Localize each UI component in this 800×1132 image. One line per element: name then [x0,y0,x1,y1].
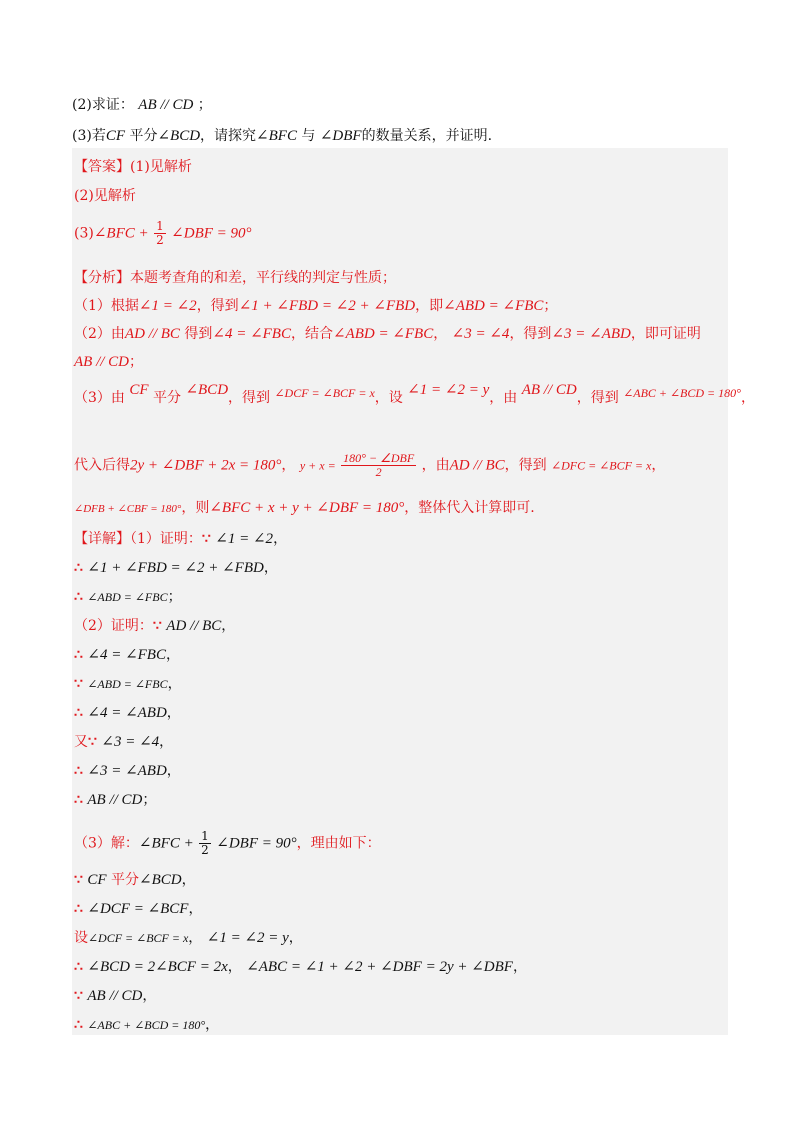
math: ∠ABD = ∠FBC [87,590,168,604]
answer-3 [74,220,252,247]
therefore-symbol: ∴ [74,560,83,576]
analysis-line-2b [74,352,143,372]
math: AD // BC [449,457,505,474]
text: 与 [301,128,316,144]
text: 的数量关系，并证明. [361,128,493,144]
detail-line-5 [74,645,180,665]
detail-line-4 [74,616,235,636]
math: ∠1 = ∠2 = y [407,382,490,398]
detail-line-17 [74,1015,219,1035]
math: CF [87,872,107,888]
detail-line-6 [74,674,182,694]
math: ∠DCF = ∠BCF = x [274,386,375,400]
math: ∠BFC + x + y + ∠DBF = 180° [209,500,405,516]
math: AB // CD [521,382,577,398]
math: ∠4 = ∠FBC [212,326,291,342]
text: ，得到 [509,326,552,342]
math: ∠DFB + ∠CBF = 180° [74,503,182,515]
math: ∠DCF = ∠BCF = x [88,931,189,945]
text: 代入后得 [74,457,130,474]
detail-line-1 [74,529,287,549]
fraction-denominator: 2 [375,465,382,479]
math: ∠ABC + ∠BCD = 180° [87,1018,206,1032]
punct: ， [142,988,157,1004]
punct: ， [181,872,196,888]
detail-line-9 [74,761,181,781]
math-bcd: ∠BCD [157,128,201,144]
text: ，即 [415,298,444,314]
math: ∠1 + ∠FBD = ∠2 + ∠FBD [238,298,416,314]
text: ，得到 [576,390,619,406]
math: ∠1 = ∠2 [215,531,274,547]
therefore-symbol: ∴ [74,901,83,917]
answer-2: (2)见解析 [74,188,136,204]
math: ∠3 = ∠ABD [551,326,631,342]
analysis-line-5 [74,498,535,519]
because-symbol: ∵ [152,618,162,634]
math: ∠4 = ∠FBC [87,647,166,663]
detail-line-16 [74,986,156,1006]
analysis-line-4 [74,452,665,479]
math-dbf: ∠DBF [319,128,362,144]
text: （1）根据 [74,298,139,314]
math: AB // CD [74,354,129,370]
text: ， [651,457,666,474]
text: （2）由 [74,326,125,342]
detail-head: 【详解】（1）证明： [74,531,202,547]
math: ∠3 = ∠4 [101,734,160,750]
math: ∠3 = ∠ABD [87,763,167,779]
analysis-line-2 [74,324,701,344]
math: ∠ABC + ∠BCD = 180° [623,386,741,400]
math: ∠ABD = ∠FBC [443,298,544,314]
math-bfc: ∠BFC [256,128,297,144]
question-2-math: AB // CD [138,97,194,113]
therefore-symbol: ∴ [74,959,83,975]
math: AB // CD [87,792,143,808]
math: ∠1 + ∠FBD = ∠2 + ∠FBD [87,560,264,576]
answer-3-label: (3) [74,225,94,242]
therefore-symbol: ∴ [74,705,83,721]
math: ∠4 = ∠ABD [87,705,167,721]
math: ∠DCF = ∠BCF [87,901,189,917]
math: ∠DBF = 90° [216,835,297,852]
question-3 [72,126,492,146]
detail-line-3 [74,587,182,607]
math: ∠ABD = ∠FBC [87,677,168,691]
detail-line-13 [74,899,202,919]
fraction-numerator: 1 [156,219,164,233]
detail-line-2 [74,558,278,578]
punct: ； [197,97,212,113]
math: ∠1 = ∠2 = y [206,930,289,946]
text: ； [543,298,558,314]
punct: ， [512,959,527,975]
punct: ， [205,1017,220,1033]
detail-line-8 [74,732,173,752]
text: 平分 [153,390,181,406]
math: AD // BC [166,618,222,634]
detail-line-11 [74,830,381,857]
fraction-denominator: 2 [201,843,209,857]
because-symbol: ∵ [88,734,97,750]
punct: ， [288,930,303,946]
text: ，设 [374,390,403,406]
text: ； [129,354,143,370]
detail-line-12 [74,870,196,890]
punct: ， [263,560,278,576]
punct: ； [167,589,182,605]
math: ∠1 = ∠2 [138,298,197,314]
math: ∠DBF = 90° [171,225,252,242]
text: （3）由 [74,390,125,406]
text: ，结合 [290,326,333,342]
therefore-symbol: ∴ [74,647,83,663]
math: AD // BC [124,326,180,342]
text: 平分 [111,872,139,888]
math: 2y + ∠DBF + 2x = 180° [130,457,282,474]
analysis-line-1 [74,296,557,316]
question-2 [72,95,212,115]
detail-part-3-head: （3）解： [74,835,139,852]
therefore-symbol: ∴ [74,792,83,808]
math: ∠BCD [139,872,182,888]
text: ，则 [181,500,210,516]
fraction-numerator: 180° − ∠DBF [343,451,415,465]
question-3-label: (3)若 [72,128,106,144]
therefore-symbol: ∴ [74,763,83,779]
analysis-line-3 [74,382,755,408]
text: ， [433,326,448,342]
fraction-half [199,830,211,857]
math: ∠BCD = 2∠BCF = 2x [87,959,228,975]
question-2-label: (2)求证： [72,97,134,113]
punct: ， [221,618,236,634]
fraction-denominator: 2 [156,233,164,247]
punct: ， [188,901,203,917]
therefore-symbol: ∴ [74,1017,83,1033]
math: ∠ABD = ∠FBC [332,326,434,342]
detail-line-10 [74,790,156,810]
punct: ， [227,959,242,975]
because-symbol: ∵ [74,676,83,692]
math: y + x = [299,458,336,473]
fraction-half [154,220,166,247]
fraction-numerator: 1 [201,829,209,843]
detail-line-7 [74,703,181,723]
text: ，得到 [196,298,239,314]
text: ，得到 [504,457,547,474]
math: AB // CD [87,988,143,1004]
punct: ， [166,705,181,721]
math: ∠DFC = ∠BCF = x [551,458,652,473]
text: ， [740,390,755,406]
math: ∠3 = ∠4 [451,326,510,342]
analysis-head: 【分析】本题考查角的和差，平行线的判定与性质； [74,270,396,286]
text: ，理由如下： [296,835,381,852]
math: ∠BFC + [93,225,149,242]
text: ，得到 [228,390,271,406]
punct: ， [159,734,174,750]
punct: ； [142,792,157,808]
text: 平分 [129,128,158,144]
text: ，整体代入计算即可. [404,500,535,516]
text: 得到 [184,326,213,342]
math: ∠ABC = ∠1 + ∠2 + ∠DBF = 2y + ∠DBF [246,959,513,975]
because-symbol: ∵ [74,872,83,888]
because-symbol: ∵ [74,988,83,1004]
because-symbol: ∵ [201,531,211,547]
detail-part-2-head: （2）证明： [74,618,153,634]
math: CF [129,382,149,398]
text: 设 [74,930,88,946]
answer-label: 【答案】(1)见解析 [74,159,192,175]
punct: ， [273,531,288,547]
text: 又 [74,734,88,750]
detail-line-15 [74,957,527,977]
fraction [341,452,416,479]
text: ，由 [421,457,450,474]
punct: ， [167,676,182,692]
detail-line-14 [74,928,303,948]
math-cf: CF [105,128,126,144]
math: ∠BCD [185,382,229,398]
punct: ， [188,930,203,946]
text: ，请探究 [200,128,257,144]
math: ∠BFC + [138,835,194,852]
text: ，即可证明 [630,326,701,342]
punct: ， [165,647,180,663]
punct: ， [166,763,181,779]
therefore-symbol: ∴ [74,589,83,605]
text: ，由 [489,390,518,406]
text: ， [281,457,296,474]
